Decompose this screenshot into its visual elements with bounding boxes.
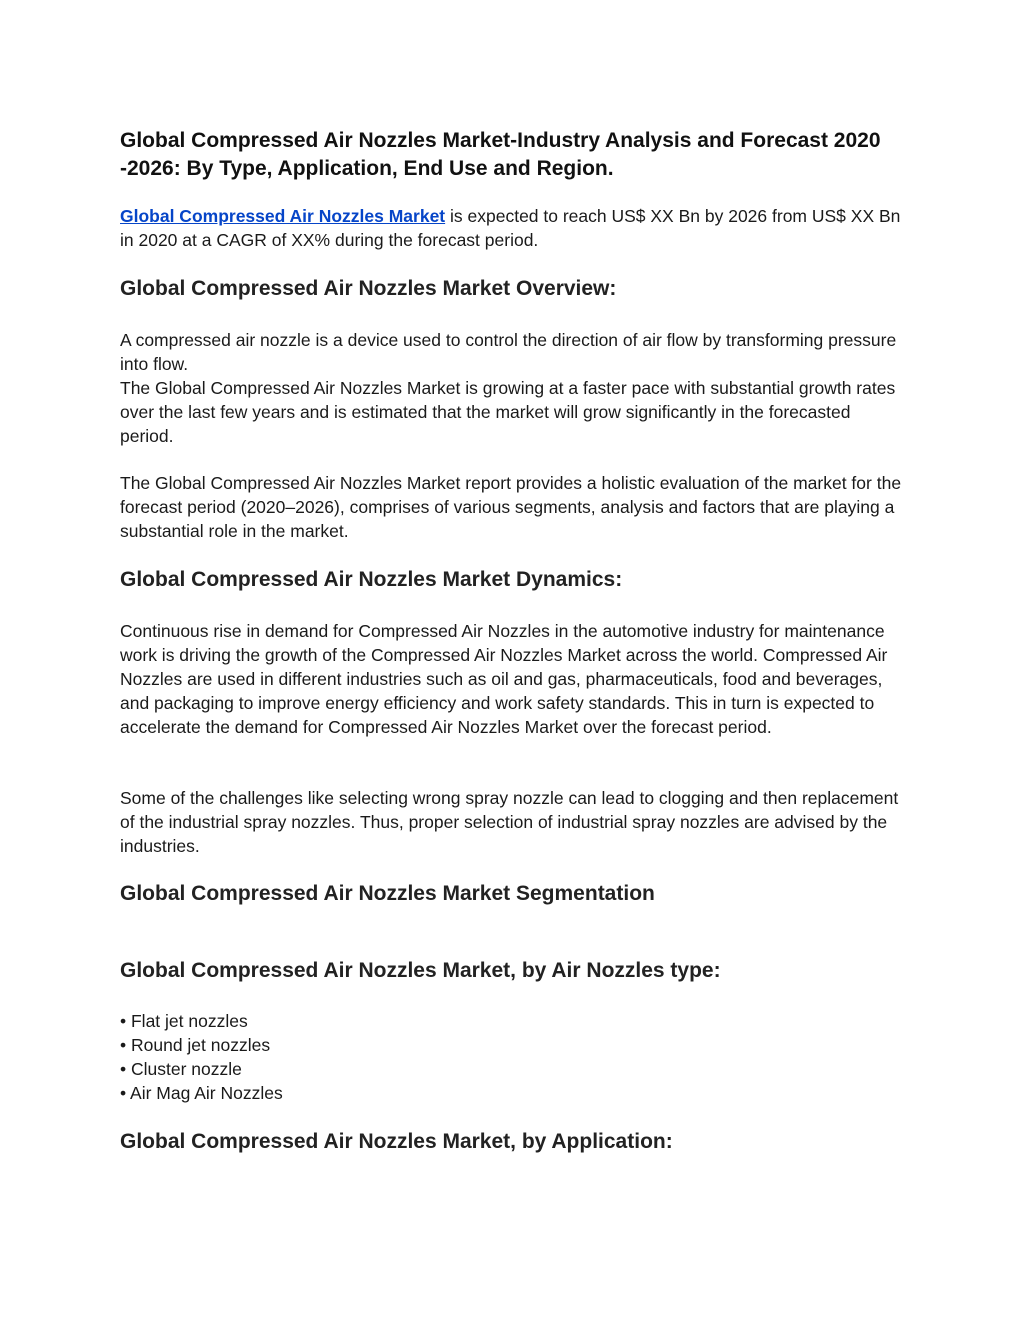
by-application-heading: Global Compressed Air Nozzles Market, by Application:: [120, 1130, 673, 1153]
list-item: • Air Mag Air Nozzles: [120, 1083, 283, 1103]
overview-paragraph-1: A compressed air nozzle is a device used to control the direction of air flow by transforming pressure into flow.: [120, 330, 897, 374]
document-title: Global Compressed Air Nozzles Market-Industry Analysis and Forecast 2020 -2026: By Type, Application, End Use and Region.: [120, 129, 881, 180]
overview-paragraph-3: The Global Compressed Air Nozzles Market report provides a holistic evaluation of the market for the forecast period (2020–2026), comprises of various segments, analysis and factors that are playing a substantial role in the market.: [120, 473, 902, 541]
intro-text: is expected to reach US$ XX Bn by 2026 from US$ XX Bn in 2020 at a CAGR of XX% during the forecast period.: [120, 206, 901, 250]
dynamics-heading: Global Compressed Air Nozzles Market Dynamics:: [120, 568, 623, 591]
nozzle-type-list: [120, 1009, 283, 1105]
list-item: • Cluster nozzle: [120, 1059, 242, 1079]
overview-heading: Global Compressed Air Nozzles Market Overview:: [120, 277, 617, 300]
intro-paragraph: [120, 204, 905, 252]
overview-paragraph-2: The Global Compressed Air Nozzles Market is growing at a faster pace with substantial growth rates over the last few years and is estimated that the market will grow significantly in the forecasted period.: [120, 378, 896, 446]
list-item: • Flat jet nozzles: [120, 1011, 248, 1031]
dynamics-paragraph-1: Continuous rise in demand for Compressed Air Nozzles in the automotive industry for maintenance work is driving the growth of the Compressed Air Nozzles Market across the world. Compressed Air Nozzles are used in different industries such as oil and gas, pharmaceuticals, food and beverages, and packaging to improve energy efficiency and work safety standards. This in turn is expected to accelerate the demand for Compressed Air Nozzles Market over the forecast period.: [120, 621, 888, 737]
dynamics-paragraph-2: Some of the challenges like selecting wrong spray nozzle can lead to clogging and then replacement of the industrial spray nozzles. Thus, proper selection of industrial spray nozzles are advised by the industries.: [120, 788, 899, 856]
market-link[interactable]: Global Compressed Air Nozzles Market: [120, 206, 446, 226]
list-item: • Round jet nozzles: [120, 1035, 271, 1055]
segmentation-heading: Global Compressed Air Nozzles Market Segmentation: [120, 882, 655, 905]
by-type-heading: Global Compressed Air Nozzles Market, by Air Nozzles type:: [120, 959, 721, 982]
